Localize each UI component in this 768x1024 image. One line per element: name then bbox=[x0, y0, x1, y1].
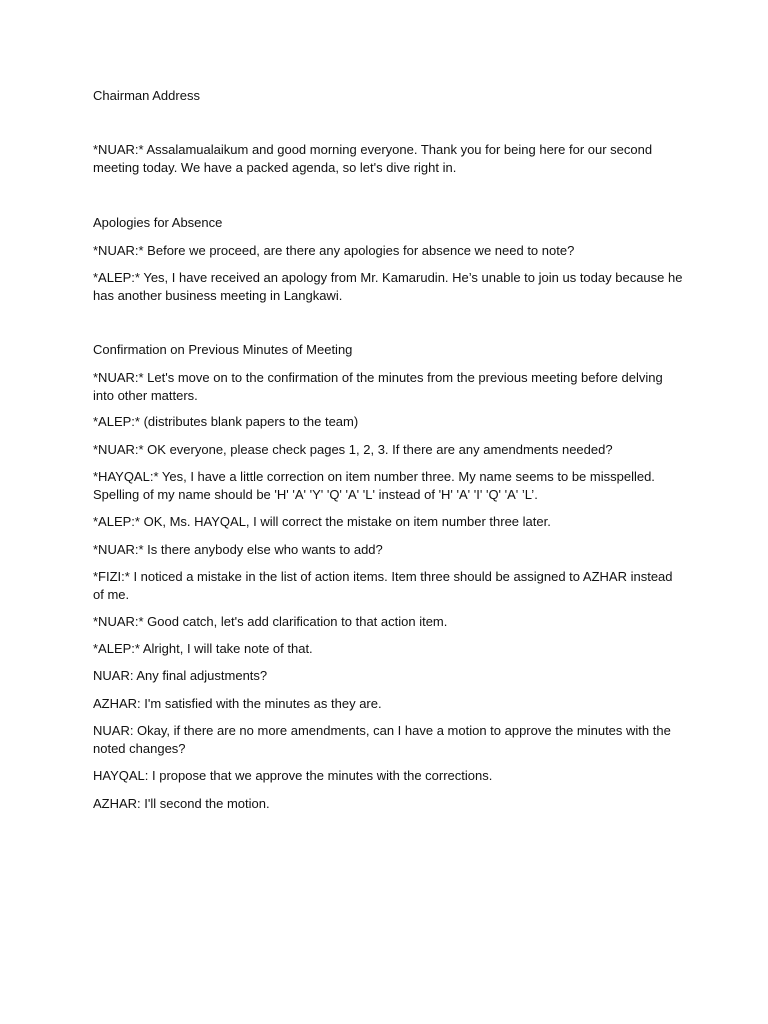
paragraph: *NUAR:* Let's move on to the confirmation of the minutes from the previous meeting before delving into other matters. bbox=[93, 370, 663, 403]
paragraph: NUAR: Okay, if there are no more amendments, can I have a motion to approve the minutes with the noted changes? bbox=[93, 723, 671, 756]
section-heading-confirmation: Confirmation on Previous Minutes of Meeting bbox=[93, 342, 353, 357]
paragraph: *FIZI:* I noticed a mistake in the list of action items. Item three should be assigned to AZHAR instead of me. bbox=[93, 569, 673, 602]
paragraph: *ALEP:* Yes, I have received an apology from Mr. Kamarudin. He’s unable to join us today because he has another business meeting in Langkawi. bbox=[93, 270, 683, 303]
paragraph: *ALEP:* Alright, I will take note of that. bbox=[93, 641, 313, 656]
section-heading-apologies: Apologies for Absence bbox=[93, 215, 223, 230]
paragraph: *ALEP:* OK, Ms. HAYQAL, I will correct the mistake on item number three later. bbox=[93, 514, 551, 529]
paragraph: *NUAR:* OK everyone, please check pages 1, 2, 3. If there are any amendments needed? bbox=[93, 442, 613, 457]
paragraph: *NUAR:* Good catch, let's add clarification to that action item. bbox=[93, 614, 448, 629]
paragraph: *ALEP:* (distributes blank papers to the team) bbox=[93, 414, 359, 429]
paragraph: *NUAR:* Is there anybody else who wants to add? bbox=[93, 542, 383, 557]
paragraph: *HAYQAL:* Yes, I have a little correction on item number three. My name seems to be misspelled. Spelling of my name should be 'H' 'A' 'Y' 'Q' 'A' 'L' instead of 'H' 'A' 'I' 'Q' 'A' ’L’. bbox=[93, 469, 655, 502]
paragraph: HAYQAL: I propose that we approve the minutes with the corrections. bbox=[93, 768, 493, 783]
section-heading-chairman-address: Chairman Address bbox=[93, 88, 200, 103]
paragraph: NUAR: Any final adjustments? bbox=[93, 668, 268, 683]
paragraph: *NUAR:* Before we proceed, are there any apologies for absence we need to note? bbox=[93, 243, 575, 258]
paragraph: *NUAR:* Assalamualaikum and good morning everyone. Thank you for being here for our second meeting today. We have a packed agenda, so let's dive right in. bbox=[93, 142, 653, 175]
paragraph: AZHAR: I'm satisfied with the minutes as they are. bbox=[93, 696, 382, 711]
paragraph: AZHAR: I'll second the motion. bbox=[93, 796, 270, 811]
